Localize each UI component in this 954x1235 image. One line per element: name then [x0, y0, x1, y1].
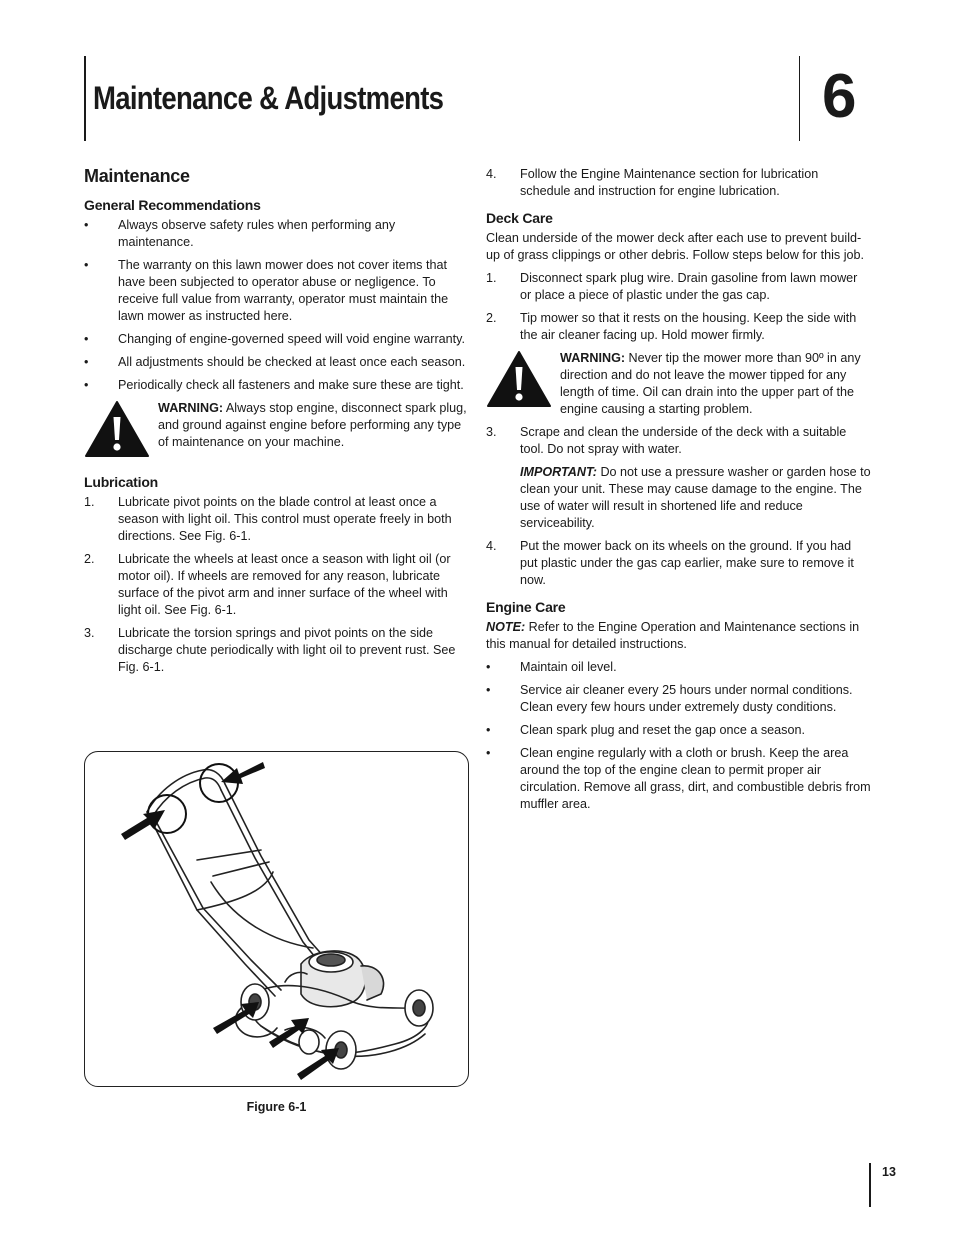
general-recommendations-list [84, 217, 470, 394]
list-item: • Periodically check all fasteners and make sure these are tight. [84, 378, 464, 392]
list-item: • Clean spark plug and reset the gap once a season. [486, 723, 805, 737]
warning-icon [84, 400, 150, 458]
bullet-marker: • [84, 332, 89, 346]
bullet-marker: • [84, 218, 89, 232]
list-item: 1. Lubricate pivot points on the blade control at least once a season with light oil. This control must operate freely in both directions. See Fig. 6-1. [84, 495, 452, 543]
engine-care-heading: Engine Care [486, 599, 566, 615]
bullet-marker: • [486, 723, 491, 737]
list-item: • Service air cleaner every 25 hours under normal conditions. Clean every few hours under extremely dusty conditions. [486, 683, 853, 714]
engine-care-note: NOTE: Refer to the Engine Operation and Maintenance sections in this manual for detailed instructions. [486, 620, 860, 651]
figure-caption: Figure 6-1 [246, 1100, 307, 1114]
deck-care-steps [486, 270, 872, 344]
figure-6-1 [84, 751, 469, 1087]
list-item: 2. Tip mower so that it rests on the housing. Keep the side with the air cleaner facing up. Hold mower firmly. [486, 311, 857, 342]
bullet-marker: • [486, 746, 491, 760]
bullet-marker: • [84, 378, 89, 392]
bullet-marker: • [486, 683, 491, 697]
warning-label: WARNING: [560, 351, 626, 365]
lawn-mower-illustration [85, 752, 468, 1086]
lubrication-list [84, 494, 470, 676]
list-item: • Maintain oil level. [486, 660, 617, 674]
engine-care-list [486, 659, 872, 813]
important-note: IMPORTANT: Do not use a pressure washer or garden hose to clean your unit. These may cause damage to the engine. The use of water will result in shortened life and reduce serviceability. [520, 465, 871, 530]
list-item: • The warranty on this lawn mower does not cover items that have been subjected to operator abuse or negligence. To receive full value from warranty, operator must maintain the lawn mower as instructed here. [84, 258, 449, 323]
bullet-marker: • [486, 660, 491, 674]
list-item: • All adjustments should be checked at least once each season. [84, 355, 466, 369]
list-item: • Always observe safety rules when performing any maintenance. [84, 218, 396, 249]
lubrication-list-continued [486, 166, 872, 200]
list-item: • Changing of engine-governed speed will void engine warranty. [84, 332, 466, 346]
tipping-warning [486, 350, 872, 418]
deck-care-intro: Clean underside of the mower deck after each use to prevent build-up of grass clippings or other debris. Follow steps below for this job. [486, 231, 864, 262]
bullet-marker: • [84, 355, 89, 369]
list-item: 3. Scrape and clean the underside of the deck with a suitable tool. Do not spray with water. [486, 425, 847, 456]
warning-text: Never tip the mower more than 90º in any direction and do not leave the mower tipped for any length of time. Oil can drain into the upper part of the engine causing a starting problem. [560, 351, 861, 416]
warning-text: Always stop engine, disconnect spark plug, and ground against engine before performing any type of maintenance on your machine. [158, 401, 467, 449]
header-rule [84, 56, 86, 141]
chapter-rule [799, 56, 800, 141]
left-column [84, 166, 470, 682]
section-title: Maintenance [84, 166, 190, 186]
list-item: • Clean engine regularly with a cloth or brush. Keep the area around the top of the engine clean to permit proper air circulation. Remove all grass, dirt, and combustible debris from muffler area. [486, 746, 871, 811]
warning-icon [486, 350, 552, 408]
bullet-marker: • [84, 258, 89, 272]
maintenance-warning [84, 400, 470, 464]
footer-rule [869, 1163, 871, 1207]
list-item: 4. Put the mower back on its wheels on the ground. If you had put plastic under the gas cap earlier, make sure to remove it now. [486, 539, 854, 587]
deck-care-heading: Deck Care [486, 210, 553, 226]
list-item: 2. Lubricate the wheels at least once a season with light oil (or motor oil). If wheels are removed for any reason, lubricate surface of the pivot arm and inner surface of the wheel with light oil. See Fig. 6-1. [84, 552, 451, 617]
list-item: 1. Disconnect spark plug wire. Drain gasoline from lawn mower or place a piece of plastic under the gas cap. [486, 271, 858, 302]
list-item: 4. Follow the Engine Maintenance section for lubrication schedule and instruction for engine lubrication. [486, 167, 819, 198]
right-column [486, 166, 872, 819]
note-label: NOTE: [486, 620, 526, 634]
warning-label: WARNING: [158, 401, 224, 415]
deck-care-step-4 [486, 538, 872, 589]
deck-care-step-3 [486, 424, 872, 458]
lubrication-heading: Lubrication [84, 474, 159, 490]
list-item: 3. Lubricate the torsion springs and pivot points on the side discharge chute periodically with light oil to prevent rust. See Fig. 6-1. [84, 626, 456, 674]
page-title: Maintenance & Adjustments [93, 80, 444, 116]
chapter-number: 6 [822, 62, 857, 131]
important-label: IMPORTANT: [520, 465, 597, 479]
general-recommendations-heading: General Recommendations [84, 197, 261, 213]
page-number: 13 [882, 1165, 896, 1179]
